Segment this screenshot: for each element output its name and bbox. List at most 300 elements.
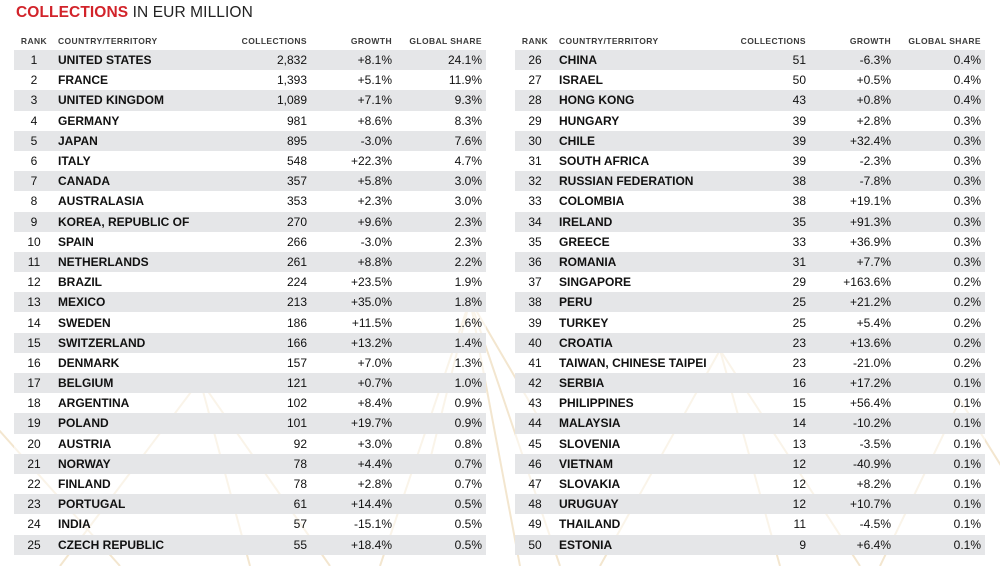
growth-cell: +5.4% bbox=[810, 312, 895, 332]
share-cell: 2.3% bbox=[396, 212, 486, 232]
growth-cell: +7.7% bbox=[810, 252, 895, 272]
collections-cell: 224 bbox=[219, 272, 311, 292]
collections-header: COLLECTIONS bbox=[241, 36, 307, 46]
collections-cell: 43 bbox=[720, 90, 810, 110]
rank-cell: 15 bbox=[14, 333, 54, 353]
collections-cell: 1,089 bbox=[219, 90, 311, 110]
collections-cell: 57 bbox=[219, 514, 311, 534]
rank-cell: 39 bbox=[515, 312, 555, 332]
share-cell: 3.0% bbox=[396, 191, 486, 211]
rank-cell: 49 bbox=[515, 514, 555, 534]
country-cell: ROMANIA bbox=[555, 252, 720, 272]
ranking-table-right bbox=[515, 32, 985, 555]
rank-cell: 42 bbox=[515, 373, 555, 393]
country-cell: HONG KONG bbox=[555, 90, 720, 110]
country-cell: INDIA bbox=[54, 514, 219, 534]
growth-cell: +8.1% bbox=[311, 50, 396, 70]
table-row bbox=[515, 191, 985, 211]
collections-cell: 55 bbox=[219, 535, 311, 555]
country-cell: ITALY bbox=[54, 151, 219, 171]
country-cell: CANADA bbox=[54, 171, 219, 191]
chart-title bbox=[16, 4, 253, 22]
rank-cell: 32 bbox=[515, 171, 555, 191]
country-cell: BELGIUM bbox=[54, 373, 219, 393]
rank-cell: 48 bbox=[515, 494, 555, 514]
table-row bbox=[515, 474, 985, 494]
growth-cell: +11.5% bbox=[311, 312, 396, 332]
country-cell: PHILIPPINES bbox=[555, 393, 720, 413]
country-cell: UNITED STATES bbox=[54, 50, 219, 70]
table-header-row bbox=[515, 32, 985, 50]
table-row bbox=[14, 373, 486, 393]
share-cell: 0.3% bbox=[895, 111, 985, 131]
share-cell: 0.1% bbox=[895, 434, 985, 454]
collections-cell: 35 bbox=[720, 212, 810, 232]
rank-cell: 18 bbox=[14, 393, 54, 413]
growth-cell: +19.1% bbox=[810, 191, 895, 211]
country-cell: AUSTRALASIA bbox=[54, 191, 219, 211]
table-row bbox=[14, 50, 486, 70]
collections-cell: 895 bbox=[219, 131, 311, 151]
share-cell: 1.9% bbox=[396, 272, 486, 292]
rank-cell: 7 bbox=[14, 171, 54, 191]
growth-cell: +0.8% bbox=[810, 90, 895, 110]
share-cell: 0.9% bbox=[396, 413, 486, 433]
rank-cell: 6 bbox=[14, 151, 54, 171]
share-cell: 0.3% bbox=[895, 171, 985, 191]
rank-cell: 41 bbox=[515, 353, 555, 373]
rank-cell: 9 bbox=[14, 212, 54, 232]
growth-cell: +9.6% bbox=[311, 212, 396, 232]
collections-cell: 266 bbox=[219, 232, 311, 252]
collections-cell: 101 bbox=[219, 413, 311, 433]
table-row bbox=[515, 131, 985, 151]
rank-header: RANK bbox=[521, 36, 549, 46]
growth-cell: +8.8% bbox=[311, 252, 396, 272]
table-row bbox=[14, 514, 486, 534]
table-row bbox=[515, 90, 985, 110]
table-row bbox=[515, 353, 985, 373]
rank-cell: 14 bbox=[14, 312, 54, 332]
rank-cell: 34 bbox=[515, 212, 555, 232]
table-row bbox=[515, 50, 985, 70]
rank-cell: 12 bbox=[14, 272, 54, 292]
collections-cell: 102 bbox=[219, 393, 311, 413]
growth-cell: +3.0% bbox=[311, 434, 396, 454]
table-header-row bbox=[14, 32, 486, 50]
table-row bbox=[14, 474, 486, 494]
growth-cell: -10.2% bbox=[810, 413, 895, 433]
growth-cell: +23.5% bbox=[311, 272, 396, 292]
country-cell: JAPAN bbox=[54, 131, 219, 151]
growth-cell: +8.2% bbox=[810, 474, 895, 494]
growth-cell: +163.6% bbox=[810, 272, 895, 292]
rank-cell: 33 bbox=[515, 191, 555, 211]
table-row bbox=[515, 232, 985, 252]
table-row bbox=[14, 111, 486, 131]
collections-cell: 38 bbox=[720, 171, 810, 191]
rank-cell: 31 bbox=[515, 151, 555, 171]
country-cell: SWEDEN bbox=[54, 312, 219, 332]
table-row bbox=[14, 191, 486, 211]
share-cell: 0.3% bbox=[895, 232, 985, 252]
collections-cell: 78 bbox=[219, 454, 311, 474]
growth-cell: +32.4% bbox=[810, 131, 895, 151]
collections-cell: 50 bbox=[720, 70, 810, 90]
share-cell: 0.1% bbox=[895, 454, 985, 474]
collections-cell: 981 bbox=[219, 111, 311, 131]
share-cell: 24.1% bbox=[396, 50, 486, 70]
rank-cell: 28 bbox=[515, 90, 555, 110]
growth-cell: +8.4% bbox=[311, 393, 396, 413]
growth-cell: +13.2% bbox=[311, 333, 396, 353]
share-cell: 1.4% bbox=[396, 333, 486, 353]
growth-cell: +21.2% bbox=[810, 292, 895, 312]
growth-cell: -3.0% bbox=[311, 232, 396, 252]
growth-cell: -40.9% bbox=[810, 454, 895, 474]
collections-cell: 25 bbox=[720, 292, 810, 312]
share-cell: 0.7% bbox=[396, 454, 486, 474]
collections-cell: 51 bbox=[720, 50, 810, 70]
collections-cell: 186 bbox=[219, 312, 311, 332]
growth-cell: -7.8% bbox=[810, 171, 895, 191]
share-cell: 4.7% bbox=[396, 151, 486, 171]
country-cell: ESTONIA bbox=[555, 535, 720, 555]
collections-cell: 270 bbox=[219, 212, 311, 232]
rank-header: RANK bbox=[20, 36, 48, 46]
collections-header: COLLECTIONS bbox=[740, 36, 806, 46]
collections-cell: 353 bbox=[219, 191, 311, 211]
collections-cell: 11 bbox=[720, 514, 810, 534]
collections-cell: 261 bbox=[219, 252, 311, 272]
rank-cell: 30 bbox=[515, 131, 555, 151]
share-cell: 0.1% bbox=[895, 413, 985, 433]
table-row bbox=[14, 454, 486, 474]
country-cell: SERBIA bbox=[555, 373, 720, 393]
table-row bbox=[14, 353, 486, 373]
country-cell: CROATIA bbox=[555, 333, 720, 353]
rank-cell: 47 bbox=[515, 474, 555, 494]
rank-cell: 45 bbox=[515, 434, 555, 454]
title-accent: COLLECTIONS bbox=[16, 4, 129, 21]
table-row bbox=[14, 90, 486, 110]
table-row bbox=[14, 70, 486, 90]
growth-cell: +7.0% bbox=[311, 353, 396, 373]
table-row bbox=[14, 272, 486, 292]
country-cell: NORWAY bbox=[54, 454, 219, 474]
table-row bbox=[14, 131, 486, 151]
growth-cell: +35.0% bbox=[311, 292, 396, 312]
share-cell: 11.9% bbox=[396, 70, 486, 90]
collections-cell: 12 bbox=[720, 474, 810, 494]
collections-cell: 1,393 bbox=[219, 70, 311, 90]
share-cell: 0.1% bbox=[895, 373, 985, 393]
table-row bbox=[515, 494, 985, 514]
table-row bbox=[14, 494, 486, 514]
country-cell: VIETNAM bbox=[555, 454, 720, 474]
share-header: GLOBAL SHARE bbox=[409, 36, 482, 46]
growth-header: GROWTH bbox=[849, 36, 891, 46]
collections-cell: 25 bbox=[720, 312, 810, 332]
country-cell: URUGUAY bbox=[555, 494, 720, 514]
growth-cell: +14.4% bbox=[311, 494, 396, 514]
collections-cell: 39 bbox=[720, 151, 810, 171]
table-row bbox=[515, 272, 985, 292]
table-row bbox=[515, 292, 985, 312]
rank-cell: 50 bbox=[515, 535, 555, 555]
rank-cell: 38 bbox=[515, 292, 555, 312]
rank-cell: 21 bbox=[14, 454, 54, 474]
table-row bbox=[515, 111, 985, 131]
growth-cell: +5.8% bbox=[311, 171, 396, 191]
country-cell: POLAND bbox=[54, 413, 219, 433]
table-row bbox=[515, 171, 985, 191]
collections-cell: 16 bbox=[720, 373, 810, 393]
rank-cell: 20 bbox=[14, 434, 54, 454]
rank-cell: 23 bbox=[14, 494, 54, 514]
growth-cell: +5.1% bbox=[311, 70, 396, 90]
table-row bbox=[515, 434, 985, 454]
country-cell: TAIWAN, CHINESE TAIPEI bbox=[555, 353, 720, 373]
share-cell: 9.3% bbox=[396, 90, 486, 110]
growth-cell: +17.2% bbox=[810, 373, 895, 393]
country-cell: ISRAEL bbox=[555, 70, 720, 90]
rank-cell: 46 bbox=[515, 454, 555, 474]
country-cell: CHINA bbox=[555, 50, 720, 70]
share-cell: 0.2% bbox=[895, 272, 985, 292]
country-cell: TURKEY bbox=[555, 312, 720, 332]
growth-cell: -4.5% bbox=[810, 514, 895, 534]
share-cell: 1.8% bbox=[396, 292, 486, 312]
country-header: COUNTRY/TERRITORY bbox=[58, 36, 158, 46]
collections-cell: 213 bbox=[219, 292, 311, 312]
share-cell: 0.1% bbox=[895, 393, 985, 413]
country-cell: SLOVENIA bbox=[555, 434, 720, 454]
rank-cell: 29 bbox=[515, 111, 555, 131]
rank-cell: 19 bbox=[14, 413, 54, 433]
growth-header: GROWTH bbox=[350, 36, 392, 46]
growth-cell: -3.0% bbox=[311, 131, 396, 151]
table-row bbox=[14, 151, 486, 171]
growth-cell: +7.1% bbox=[311, 90, 396, 110]
rank-cell: 35 bbox=[515, 232, 555, 252]
share-cell: 1.6% bbox=[396, 312, 486, 332]
country-cell: SINGAPORE bbox=[555, 272, 720, 292]
country-cell: FRANCE bbox=[54, 70, 219, 90]
rank-cell: 24 bbox=[14, 514, 54, 534]
share-cell: 0.5% bbox=[396, 494, 486, 514]
growth-cell: -3.5% bbox=[810, 434, 895, 454]
collections-cell: 23 bbox=[720, 333, 810, 353]
rank-cell: 37 bbox=[515, 272, 555, 292]
country-cell: ARGENTINA bbox=[54, 393, 219, 413]
collections-cell: 157 bbox=[219, 353, 311, 373]
share-cell: 8.3% bbox=[396, 111, 486, 131]
collections-cell: 548 bbox=[219, 151, 311, 171]
share-cell: 0.5% bbox=[396, 514, 486, 534]
share-cell: 0.3% bbox=[895, 151, 985, 171]
growth-cell: +13.6% bbox=[810, 333, 895, 353]
share-cell: 0.4% bbox=[895, 70, 985, 90]
country-cell: COLOMBIA bbox=[555, 191, 720, 211]
collections-cell: 29 bbox=[720, 272, 810, 292]
share-cell: 3.0% bbox=[396, 171, 486, 191]
country-cell: PERU bbox=[555, 292, 720, 312]
table-row bbox=[515, 151, 985, 171]
growth-cell: +22.3% bbox=[311, 151, 396, 171]
growth-cell: +10.7% bbox=[810, 494, 895, 514]
table-row bbox=[14, 252, 486, 272]
share-cell: 0.9% bbox=[396, 393, 486, 413]
share-cell: 0.1% bbox=[895, 474, 985, 494]
growth-cell: +2.8% bbox=[311, 474, 396, 494]
share-cell: 0.2% bbox=[895, 292, 985, 312]
collections-cell: 12 bbox=[720, 494, 810, 514]
rank-cell: 3 bbox=[14, 90, 54, 110]
country-cell: AUSTRIA bbox=[54, 434, 219, 454]
table-row bbox=[515, 514, 985, 534]
table-row bbox=[515, 312, 985, 332]
share-cell: 0.1% bbox=[895, 514, 985, 534]
table-row bbox=[14, 212, 486, 232]
rank-cell: 5 bbox=[14, 131, 54, 151]
growth-cell: +56.4% bbox=[810, 393, 895, 413]
share-cell: 0.2% bbox=[895, 353, 985, 373]
country-cell: UNITED KINGDOM bbox=[54, 90, 219, 110]
share-cell: 0.3% bbox=[895, 131, 985, 151]
table-row bbox=[515, 454, 985, 474]
growth-cell: +6.4% bbox=[810, 535, 895, 555]
share-cell: 2.2% bbox=[396, 252, 486, 272]
growth-cell: +18.4% bbox=[311, 535, 396, 555]
country-cell: NETHERLANDS bbox=[54, 252, 219, 272]
country-cell: MALAYSIA bbox=[555, 413, 720, 433]
ranking-table-left bbox=[14, 32, 486, 555]
rank-cell: 43 bbox=[515, 393, 555, 413]
growth-cell: -2.3% bbox=[810, 151, 895, 171]
table-row bbox=[515, 373, 985, 393]
table-row bbox=[14, 292, 486, 312]
collections-cell: 39 bbox=[720, 131, 810, 151]
growth-cell: +36.9% bbox=[810, 232, 895, 252]
collections-cell: 15 bbox=[720, 393, 810, 413]
rank-cell: 2 bbox=[14, 70, 54, 90]
country-cell: CHILE bbox=[555, 131, 720, 151]
country-cell: RUSSIAN FEDERATION bbox=[555, 171, 720, 191]
rank-cell: 40 bbox=[515, 333, 555, 353]
table-body-right bbox=[515, 50, 985, 555]
collections-cell: 2,832 bbox=[219, 50, 311, 70]
table-row bbox=[14, 535, 486, 555]
country-cell: SLOVAKIA bbox=[555, 474, 720, 494]
growth-cell: -15.1% bbox=[311, 514, 396, 534]
table-row bbox=[515, 393, 985, 413]
rank-cell: 1 bbox=[14, 50, 54, 70]
collections-cell: 357 bbox=[219, 171, 311, 191]
collections-cell: 9 bbox=[720, 535, 810, 555]
collections-cell: 39 bbox=[720, 111, 810, 131]
growth-cell: -6.3% bbox=[810, 50, 895, 70]
table-row bbox=[515, 212, 985, 232]
rank-cell: 26 bbox=[515, 50, 555, 70]
rank-cell: 25 bbox=[14, 535, 54, 555]
country-cell: GREECE bbox=[555, 232, 720, 252]
collections-cell: 38 bbox=[720, 191, 810, 211]
country-cell: FINLAND bbox=[54, 474, 219, 494]
collections-cell: 33 bbox=[720, 232, 810, 252]
share-cell: 1.3% bbox=[396, 353, 486, 373]
country-cell: SPAIN bbox=[54, 232, 219, 252]
growth-cell: +2.3% bbox=[311, 191, 396, 211]
country-cell: SOUTH AFRICA bbox=[555, 151, 720, 171]
country-header: COUNTRY/TERRITORY bbox=[559, 36, 659, 46]
rank-cell: 27 bbox=[515, 70, 555, 90]
collections-cell: 61 bbox=[219, 494, 311, 514]
rank-cell: 11 bbox=[14, 252, 54, 272]
share-cell: 0.2% bbox=[895, 312, 985, 332]
rank-cell: 17 bbox=[14, 373, 54, 393]
country-cell: KOREA, REPUBLIC OF bbox=[54, 212, 219, 232]
collections-cell: 31 bbox=[720, 252, 810, 272]
table-body-left bbox=[14, 50, 486, 555]
share-cell: 1.0% bbox=[396, 373, 486, 393]
country-cell: SWITZERLAND bbox=[54, 333, 219, 353]
table-row bbox=[14, 312, 486, 332]
rank-cell: 4 bbox=[14, 111, 54, 131]
country-cell: MEXICO bbox=[54, 292, 219, 312]
rank-cell: 16 bbox=[14, 353, 54, 373]
rank-cell: 44 bbox=[515, 413, 555, 433]
country-cell: CZECH REPUBLIC bbox=[54, 535, 219, 555]
rank-cell: 13 bbox=[14, 292, 54, 312]
table-row bbox=[515, 252, 985, 272]
share-cell: 2.3% bbox=[396, 232, 486, 252]
collections-cell: 13 bbox=[720, 434, 810, 454]
growth-cell: +2.8% bbox=[810, 111, 895, 131]
share-cell: 0.2% bbox=[895, 333, 985, 353]
growth-cell: +19.7% bbox=[311, 413, 396, 433]
rank-cell: 8 bbox=[14, 191, 54, 211]
table-row bbox=[515, 413, 985, 433]
rank-cell: 36 bbox=[515, 252, 555, 272]
share-cell: 0.3% bbox=[895, 252, 985, 272]
growth-cell: +4.4% bbox=[311, 454, 396, 474]
country-cell: BRAZIL bbox=[54, 272, 219, 292]
share-cell: 0.3% bbox=[895, 191, 985, 211]
collections-cell: 78 bbox=[219, 474, 311, 494]
share-cell: 0.1% bbox=[895, 535, 985, 555]
share-cell: 7.6% bbox=[396, 131, 486, 151]
share-cell: 0.4% bbox=[895, 90, 985, 110]
table-row bbox=[14, 333, 486, 353]
share-cell: 0.1% bbox=[895, 494, 985, 514]
share-header: GLOBAL SHARE bbox=[908, 36, 981, 46]
collections-cell: 92 bbox=[219, 434, 311, 454]
table-row bbox=[14, 393, 486, 413]
rank-cell: 10 bbox=[14, 232, 54, 252]
table-row bbox=[515, 70, 985, 90]
share-cell: 0.8% bbox=[396, 434, 486, 454]
share-cell: 0.3% bbox=[895, 212, 985, 232]
country-cell: THAILAND bbox=[555, 514, 720, 534]
growth-cell: +0.7% bbox=[311, 373, 396, 393]
collections-cell: 166 bbox=[219, 333, 311, 353]
growth-cell: +8.6% bbox=[311, 111, 396, 131]
table-row bbox=[515, 535, 985, 555]
table-row bbox=[14, 171, 486, 191]
share-cell: 0.4% bbox=[895, 50, 985, 70]
share-cell: 0.5% bbox=[396, 535, 486, 555]
